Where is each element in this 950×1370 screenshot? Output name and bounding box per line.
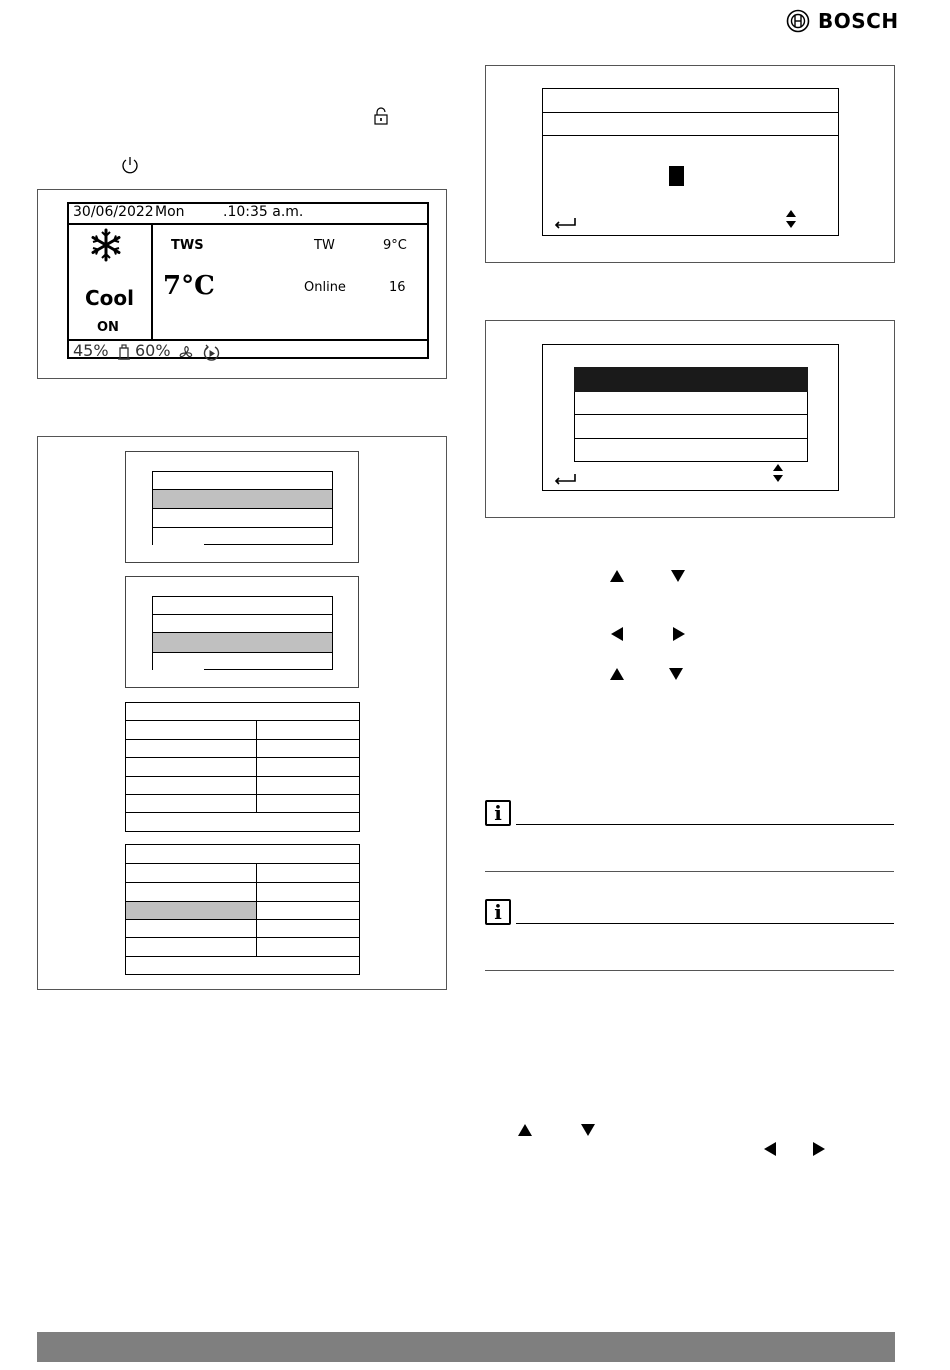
- settings-table-2: [125, 844, 360, 975]
- table-rule: [126, 794, 359, 795]
- bosch-emblem-icon: [786, 9, 810, 33]
- lcd-date: 30/06/2022: [73, 204, 154, 220]
- lcd-tw-label: TW: [314, 238, 335, 253]
- info-note-end-rule: [485, 871, 894, 872]
- list-item[interactable]: [574, 392, 808, 415]
- lcd-time: .10:35 a.m.: [223, 204, 304, 220]
- figure-menu-sequence: [37, 436, 447, 990]
- lcd-day: Mon: [155, 204, 185, 220]
- arrow-left-icon: [611, 627, 623, 641]
- input-title-rule: [543, 112, 838, 113]
- table-rule: [126, 720, 359, 721]
- menu-row-highlighted: [152, 632, 333, 653]
- lcd-screen: [67, 202, 429, 359]
- table-column-divider: [256, 720, 257, 812]
- lcd-tw-value: 9°C: [383, 238, 407, 253]
- lcd-humidity: 45%: [73, 341, 109, 360]
- menu-row: [152, 614, 333, 633]
- list-item-selected[interactable]: [574, 367, 808, 392]
- input-subtitle-rule: [543, 135, 838, 136]
- table-rule: [126, 757, 359, 758]
- power-icon: [120, 155, 140, 175]
- enter-icon[interactable]: [553, 473, 577, 485]
- arrow-right-icon: [673, 627, 685, 641]
- lcd-vertical-divider: [151, 223, 153, 339]
- figure-list-screen: [485, 320, 895, 518]
- lcd-top-divider: [69, 223, 427, 225]
- table-rule: [126, 919, 359, 920]
- brand-name: BOSCH: [818, 9, 899, 33]
- table-cell-highlighted: [126, 901, 256, 919]
- menu-left-edge: [152, 528, 153, 545]
- fan-icon: [177, 344, 195, 362]
- table-rule: [126, 739, 359, 740]
- menu-left-edge: [152, 653, 153, 670]
- enter-icon[interactable]: [553, 217, 577, 229]
- table-column-divider: [256, 863, 257, 956]
- arrow-right-icon: [813, 1142, 825, 1156]
- lcd-bottom-divider: [69, 339, 427, 341]
- cursor-block: [669, 166, 684, 186]
- table-rule: [126, 882, 359, 883]
- snowflake-icon: [89, 228, 123, 262]
- menu-row: [152, 596, 333, 615]
- water-tank-icon: [117, 344, 131, 360]
- menu-row: [152, 509, 333, 528]
- lcd-fan-speed: 60%: [135, 341, 171, 360]
- lcd-sensor-temp: 7°C: [163, 271, 215, 301]
- info-note-rule: [516, 824, 894, 825]
- menu-footer-line: [204, 544, 333, 545]
- lcd-online-count: 16: [389, 280, 406, 295]
- table-rule: [126, 937, 359, 938]
- list-item[interactable]: [574, 439, 808, 462]
- menu-row-highlighted: [152, 489, 333, 509]
- arrow-down-icon: [669, 668, 683, 680]
- arrow-down-icon: [671, 570, 685, 582]
- play-cycle-icon: [203, 344, 220, 362]
- arrow-up-icon: [518, 1124, 532, 1136]
- settings-table-1: [125, 702, 360, 832]
- table-rule: [126, 812, 359, 813]
- lcd-sensor-label: TWS: [171, 238, 204, 253]
- info-icon: i: [485, 800, 511, 826]
- menu-right-edge: [332, 653, 333, 670]
- menu-right-edge: [332, 528, 333, 545]
- updown-icon[interactable]: [772, 463, 784, 483]
- input-lcd: [542, 88, 839, 236]
- arrow-up-icon: [610, 668, 624, 680]
- arrow-up-icon: [610, 570, 624, 582]
- updown-icon[interactable]: [785, 209, 797, 229]
- list-lcd: [542, 344, 839, 491]
- arrow-left-icon: [764, 1142, 776, 1156]
- figure-input-screen: [485, 65, 895, 263]
- menu-row: [152, 471, 333, 490]
- unlock-icon: [373, 107, 389, 125]
- table-rule: [126, 776, 359, 777]
- menu-screen-2: [125, 576, 359, 688]
- lcd-power-state: ON: [97, 320, 119, 335]
- arrow-down-icon: [581, 1124, 595, 1136]
- table-rule: [126, 956, 359, 957]
- bosch-logo: [786, 9, 898, 35]
- menu-screen-1: [125, 451, 359, 563]
- table-rule: [126, 863, 359, 864]
- list-item[interactable]: [574, 415, 808, 439]
- info-note-end-rule: [485, 970, 894, 971]
- lcd-mode-label: Cool: [85, 286, 135, 310]
- info-note-rule: [516, 923, 894, 924]
- info-icon: i: [485, 899, 511, 925]
- lcd-online-label: Online: [304, 280, 346, 295]
- footer-bar: [37, 1332, 895, 1362]
- menu-footer-line: [204, 669, 333, 670]
- table-rule: [126, 901, 359, 902]
- figure-lcd-home: [37, 189, 447, 379]
